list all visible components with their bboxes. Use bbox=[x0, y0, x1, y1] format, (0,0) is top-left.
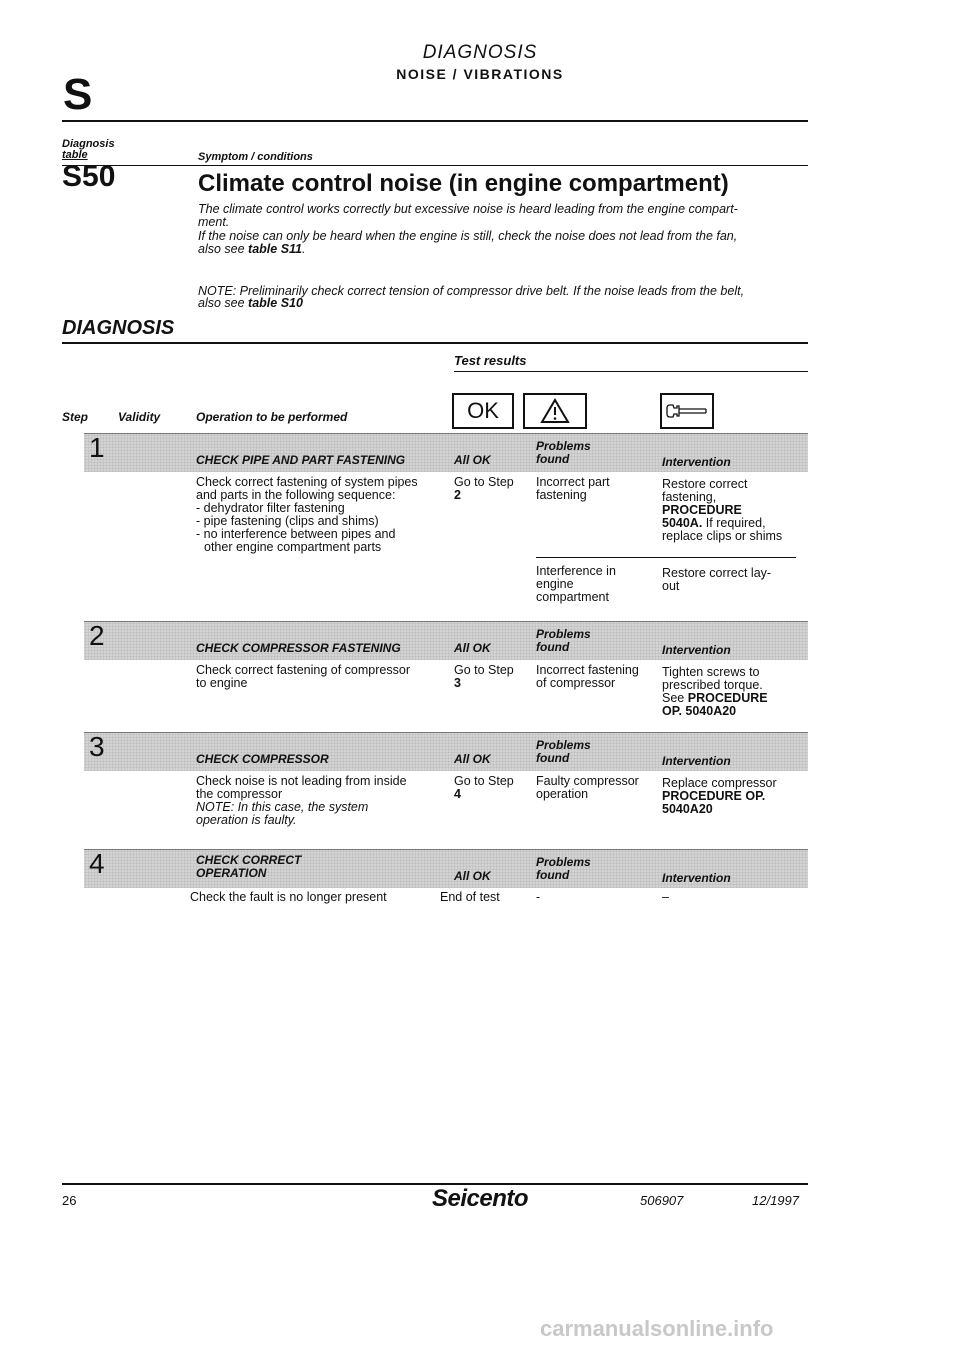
symptom-rule bbox=[62, 165, 808, 166]
problem-text: Faulty compressor operation bbox=[536, 774, 639, 801]
watermark: carmanualsonline.info bbox=[540, 1316, 774, 1341]
intervention-label: Intervention bbox=[662, 455, 731, 469]
operation-text: Check noise is not leading from inside the compressor NOTE: In this case, the system operation is faulty. bbox=[196, 774, 407, 827]
brand-logo: Seicento bbox=[431, 1185, 529, 1212]
table-ref-s10: table S10 bbox=[248, 296, 303, 310]
diagnosis-label: Diagnosis bbox=[62, 138, 115, 150]
document-number: 506907 bbox=[640, 1193, 684, 1208]
page-subtitle: NOISE / VIBRATIONS bbox=[396, 66, 564, 82]
page-number: 26 bbox=[62, 1193, 77, 1208]
problem-text: Incorrect part fastening bbox=[536, 475, 610, 502]
description-line-2: ment. bbox=[198, 215, 230, 229]
table-code: S50 bbox=[62, 160, 116, 193]
step-number: 3 bbox=[89, 731, 105, 762]
note-line-2: also see table S10 bbox=[198, 296, 303, 310]
step-number: 2 bbox=[89, 620, 105, 651]
problems-found-label: Problems found bbox=[536, 738, 591, 765]
problem-text: Interference in engine compartment bbox=[536, 564, 616, 604]
table-title: Climate control noise (in engine compartment) bbox=[198, 170, 729, 197]
goto-step: Go to Step 3 bbox=[454, 663, 514, 690]
operation-text: Check correct fastening of system pipes and parts in the following sequence: - dehydrator filter fastening - pipe fastening (clips and shims) - no interference between pipes and other engine compartment parts bbox=[196, 475, 418, 554]
operation-text: Check correct fastening of compressor to engine bbox=[196, 663, 410, 690]
section-letter: S bbox=[63, 70, 93, 119]
step-title: CHECK COMPRESSOR FASTENING bbox=[196, 641, 401, 655]
test-results-rule bbox=[454, 371, 808, 372]
col-step: Step bbox=[62, 410, 89, 424]
step-number: 4 bbox=[89, 848, 105, 879]
symptom-label: Symptom / conditions bbox=[198, 151, 313, 163]
intervention-dash: – bbox=[662, 890, 669, 904]
intervention-text: Restore correct lay- out bbox=[662, 566, 772, 593]
step-title: CHECK CORRECT OPERATION bbox=[196, 853, 302, 880]
goto-step: Go to Step 2 bbox=[454, 475, 514, 502]
diagnosis-rule bbox=[62, 342, 808, 344]
all-ok-label: All OK bbox=[454, 752, 491, 766]
intervention-label: Intervention bbox=[662, 643, 731, 657]
document-date: 12/1997 bbox=[752, 1193, 799, 1208]
description-line-3: If the noise can only be heard when the engine is still, check the noise does not lead from the fan, bbox=[198, 229, 738, 243]
table-label: table bbox=[62, 149, 88, 161]
goto-step: Go to Step 4 bbox=[454, 774, 514, 801]
description-line-4: also see table S11. bbox=[198, 242, 306, 256]
all-ok-label: All OK bbox=[454, 453, 491, 467]
intervention-text: Replace compressor PROCEDURE OP. 5040A20 bbox=[662, 776, 777, 816]
ok-icon: OK bbox=[452, 393, 514, 429]
intervention-label: Intervention bbox=[662, 754, 731, 768]
all-ok-label: All OK bbox=[454, 869, 491, 883]
step-title: CHECK COMPRESSOR bbox=[196, 752, 329, 766]
problems-found-label: Problems found bbox=[536, 627, 591, 654]
diagnosis-heading: DIAGNOSIS bbox=[62, 317, 175, 339]
description-line-1: The climate control works correctly but excessive noise is heard leading from the engine compart- bbox=[198, 202, 738, 216]
result-text: End of test bbox=[440, 890, 500, 904]
all-ok-label: All OK bbox=[454, 641, 491, 655]
problems-found-label: Problems found bbox=[536, 439, 591, 466]
problems-found-label: Problems found bbox=[536, 855, 591, 882]
test-results-label: Test results bbox=[454, 353, 527, 368]
col-operation: Operation to be performed bbox=[196, 410, 348, 424]
note-line-1: NOTE: Preliminarily check correct tension of compressor drive belt. If the noise leads from the belt, bbox=[198, 284, 745, 298]
intervention-text: Restore correct fastening, PROCEDURE 5040A. If required, replace clips or shims bbox=[662, 477, 783, 543]
header-rule bbox=[62, 120, 808, 122]
problem-divider bbox=[536, 557, 796, 558]
intervention-text: Tighten screws to prescribed torque. See PROCEDURE OP. 5040A20 bbox=[662, 665, 768, 718]
table-ref-s11: table S11 bbox=[248, 242, 303, 256]
problem-dash: - bbox=[536, 890, 541, 904]
page-title: DIAGNOSIS bbox=[422, 42, 538, 63]
wrench-tool-icon bbox=[660, 393, 714, 429]
warning-triangle-icon bbox=[523, 393, 587, 429]
operation-text: Check the fault is no longer present bbox=[190, 890, 387, 904]
col-validity: Validity bbox=[118, 410, 161, 424]
step-title: CHECK PIPE AND PART FASTENING bbox=[196, 453, 406, 467]
step-number: 1 bbox=[89, 432, 105, 463]
problem-text: Incorrect fastening of compressor bbox=[536, 663, 639, 690]
intervention-label: Intervention bbox=[662, 871, 731, 885]
